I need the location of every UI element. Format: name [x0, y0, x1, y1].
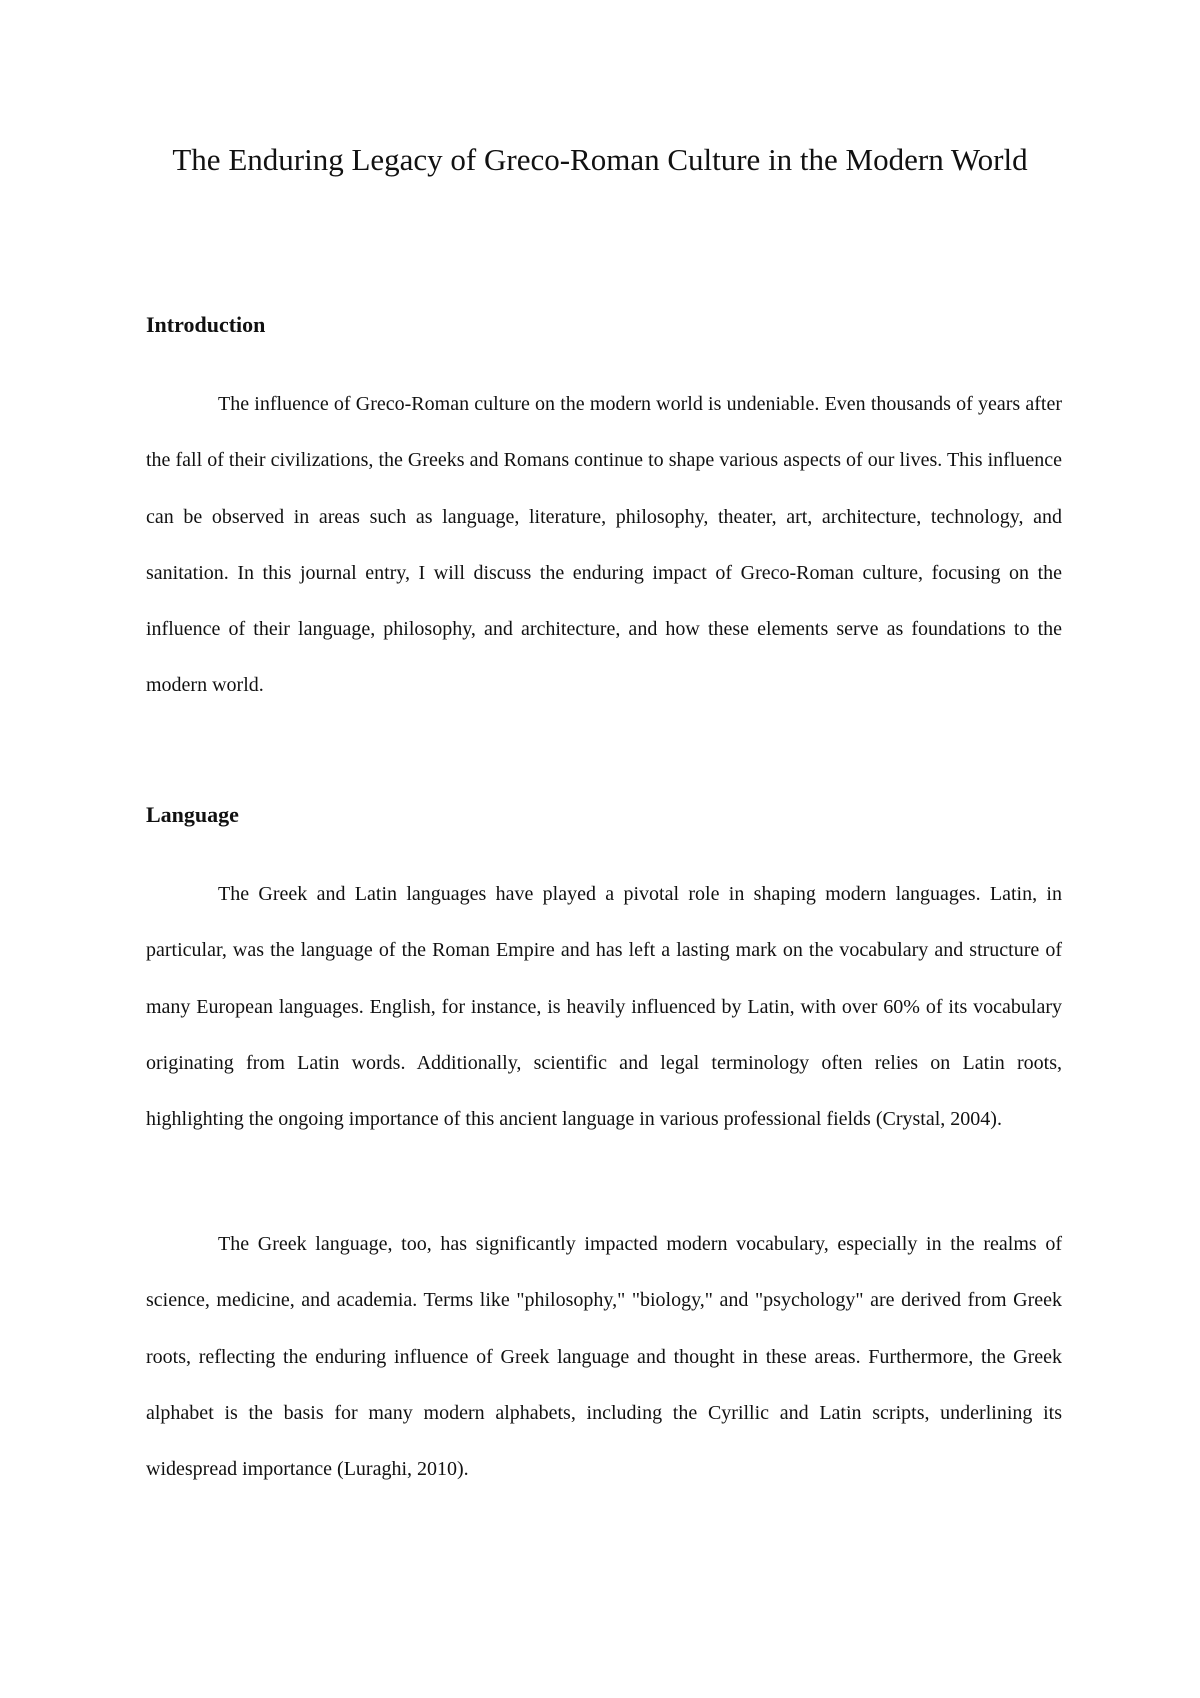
section-heading-language: Language [146, 802, 239, 827]
document-title: The Enduring Legacy of Greco-Roman Culture in the Modern World [172, 142, 1028, 177]
language-paragraph-2: The Greek language, too, has significantly impacted modern vocabulary, especially in the realms of science, medicine, and academia. Terms like "philosophy," "biology," and "psychology" are derived from Greek roots, reflecting the enduring influence of Greek language and thought in these areas. Furthermore, the Greek alphabet is the basis for many modern alphabets, including the Cyrillic and Latin scripts, underlining its widespread importance (Luraghi, 2010). [146, 1233, 1062, 1481]
language-paragraph-1: The Greek and Latin languages have played a pivotal role in shaping modern languages. Latin, in particular, was the language of the Roman Empire and has left a lasting mark on the vocabulary and structure of many European languages. English, for instance, is heavily influenced by Latin, with over 60% of its vocabulary originating from Latin words. Additionally, scientific and legal terminology often relies on Latin roots, highlighting the ongoing importance of this ancient language in various professional fields (Crystal, 2004). [146, 883, 1062, 1131]
section-heading-introduction: Introduction [146, 312, 266, 337]
introduction-paragraph: The influence of Greco-Roman culture on the modern world is undeniable. Even thousands of years after the fall of their civilizations, the Greeks and Romans continue to shape various aspects of our lives. This influence can be observed in areas such as language, literature, philosophy, theater, art, architecture, technology, and sanitation. In this journal entry, I will discuss the enduring impact of Greco-Roman culture, focusing on the influence of their language, philosophy, and architecture, and how these elements serve as foundations to the modern world. [146, 393, 1062, 697]
